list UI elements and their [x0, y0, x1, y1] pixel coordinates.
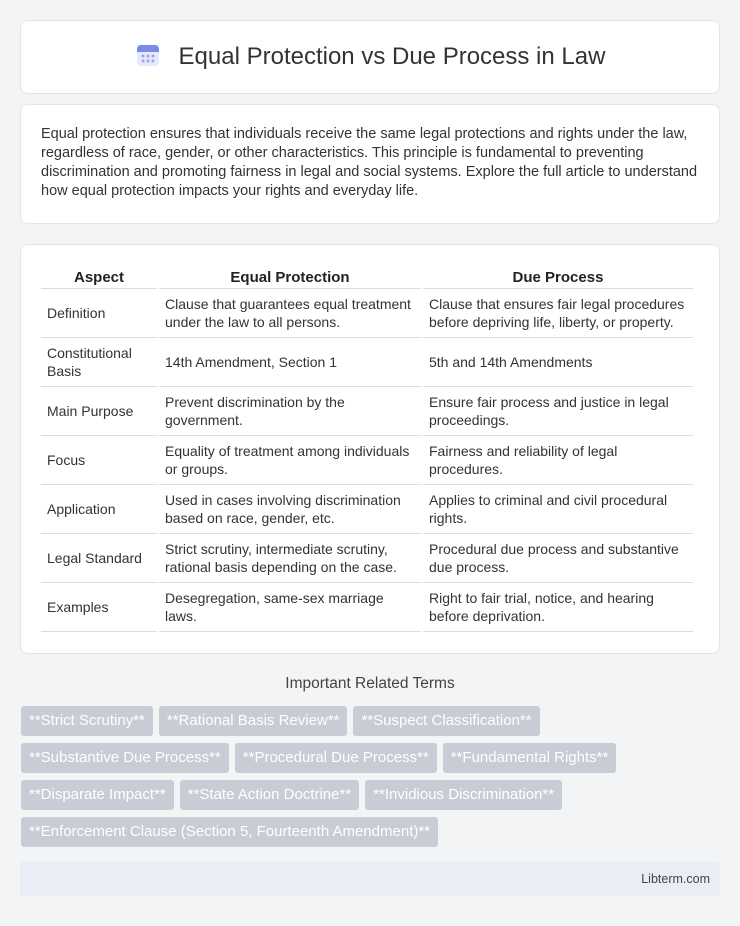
table-cell-aspect: Constitutional Basis [41, 338, 157, 387]
table-cell-aspect: Definition [41, 289, 157, 338]
table-cell-due-process: Procedural due process and substantive due process. [423, 534, 693, 583]
table-cell-due-process: Right to fair trial, notice, and hearing before deprivation. [423, 583, 693, 632]
column-header-aspect: Aspect [41, 265, 157, 289]
table-cell-aspect: Focus [41, 436, 157, 485]
table-cell-due-process: Ensure fair process and justice in legal proceedings. [423, 387, 693, 436]
table-cell-equal-protection: Clause that guarantees equal treatment under the law to all persons. [159, 289, 421, 338]
table-row [41, 583, 693, 632]
intro-card [20, 104, 720, 224]
related-term-tag[interactable]: **Rational Basis Review** [159, 706, 348, 736]
related-term-tag[interactable]: **State Action Doctrine** [180, 780, 359, 810]
table-cell-equal-protection: Used in cases involving discrimination based on race, gender, etc. [159, 485, 421, 534]
page-title: Equal Protection vs Due Process in Law [178, 43, 606, 70]
related-terms-title: Important Related Terms [285, 675, 455, 692]
footer-site-link[interactable]: Libterm.com [641, 872, 710, 886]
table-cell-equal-protection: Equality of treatment among individuals or groups. [159, 436, 421, 485]
related-terms-list [21, 706, 711, 847]
table-row [41, 338, 693, 387]
table-cell-due-process: Fairness and reliability of legal procedures. [423, 436, 693, 485]
table-row [41, 436, 693, 485]
related-term-tag[interactable]: **Disparate Impact** [21, 780, 174, 810]
table-cell-due-process: 5th and 14th Amendments [423, 338, 693, 387]
table-row [41, 289, 693, 338]
related-term-tag[interactable]: **Procedural Due Process** [235, 743, 437, 773]
column-header-due-process: Due Process [423, 265, 693, 289]
table-cell-aspect: Legal Standard [41, 534, 157, 583]
related-term-tag[interactable]: **Enforcement Clause (Section 5, Fourteenth Amendment)** [21, 817, 438, 847]
table-cell-equal-protection: 14th Amendment, Section 1 [159, 338, 421, 387]
related-term-tag[interactable]: **Substantive Due Process** [21, 743, 229, 773]
comparison-table [39, 265, 695, 632]
column-header-equal-protection: Equal Protection [159, 265, 421, 289]
intro-text: Equal protection ensures that individuals receive the same legal protections and rights under the law, regardless of race, gender, or other characteristics. This principle is fundamental to preventing discrimination and promoting fairness in legal and social systems. Explore the full article to understand how equal protection impacts your rights and everyday life. [41, 126, 698, 199]
table-cell-equal-protection: Strict scrutiny, intermediate scrutiny, rational basis depending on the case. [159, 534, 421, 583]
table-cell-equal-protection: Desegregation, same-sex marriage laws. [159, 583, 421, 632]
table-header-row [41, 265, 693, 289]
table-cell-aspect: Examples [41, 583, 157, 632]
table-row [41, 485, 693, 534]
table-cell-due-process: Applies to criminal and civil procedural rights. [423, 485, 693, 534]
footer [20, 862, 720, 896]
table-cell-due-process: Clause that ensures fair legal procedures before depriving life, liberty, or property. [423, 289, 693, 338]
header-card [20, 20, 720, 94]
table-row [41, 534, 693, 583]
related-term-tag[interactable]: **Suspect Classification** [353, 706, 539, 736]
comparison-card [20, 244, 720, 654]
calendar-icon [135, 42, 161, 73]
table-row [41, 387, 693, 436]
related-term-tag[interactable]: **Fundamental Rights** [443, 743, 617, 773]
table-cell-aspect: Application [41, 485, 157, 534]
table-cell-equal-protection: Prevent discrimination by the government. [159, 387, 421, 436]
related-term-tag[interactable]: **Strict Scrutiny** [21, 706, 153, 736]
table-cell-aspect: Main Purpose [41, 387, 157, 436]
related-term-tag[interactable]: **Invidious Discrimination** [365, 780, 562, 810]
